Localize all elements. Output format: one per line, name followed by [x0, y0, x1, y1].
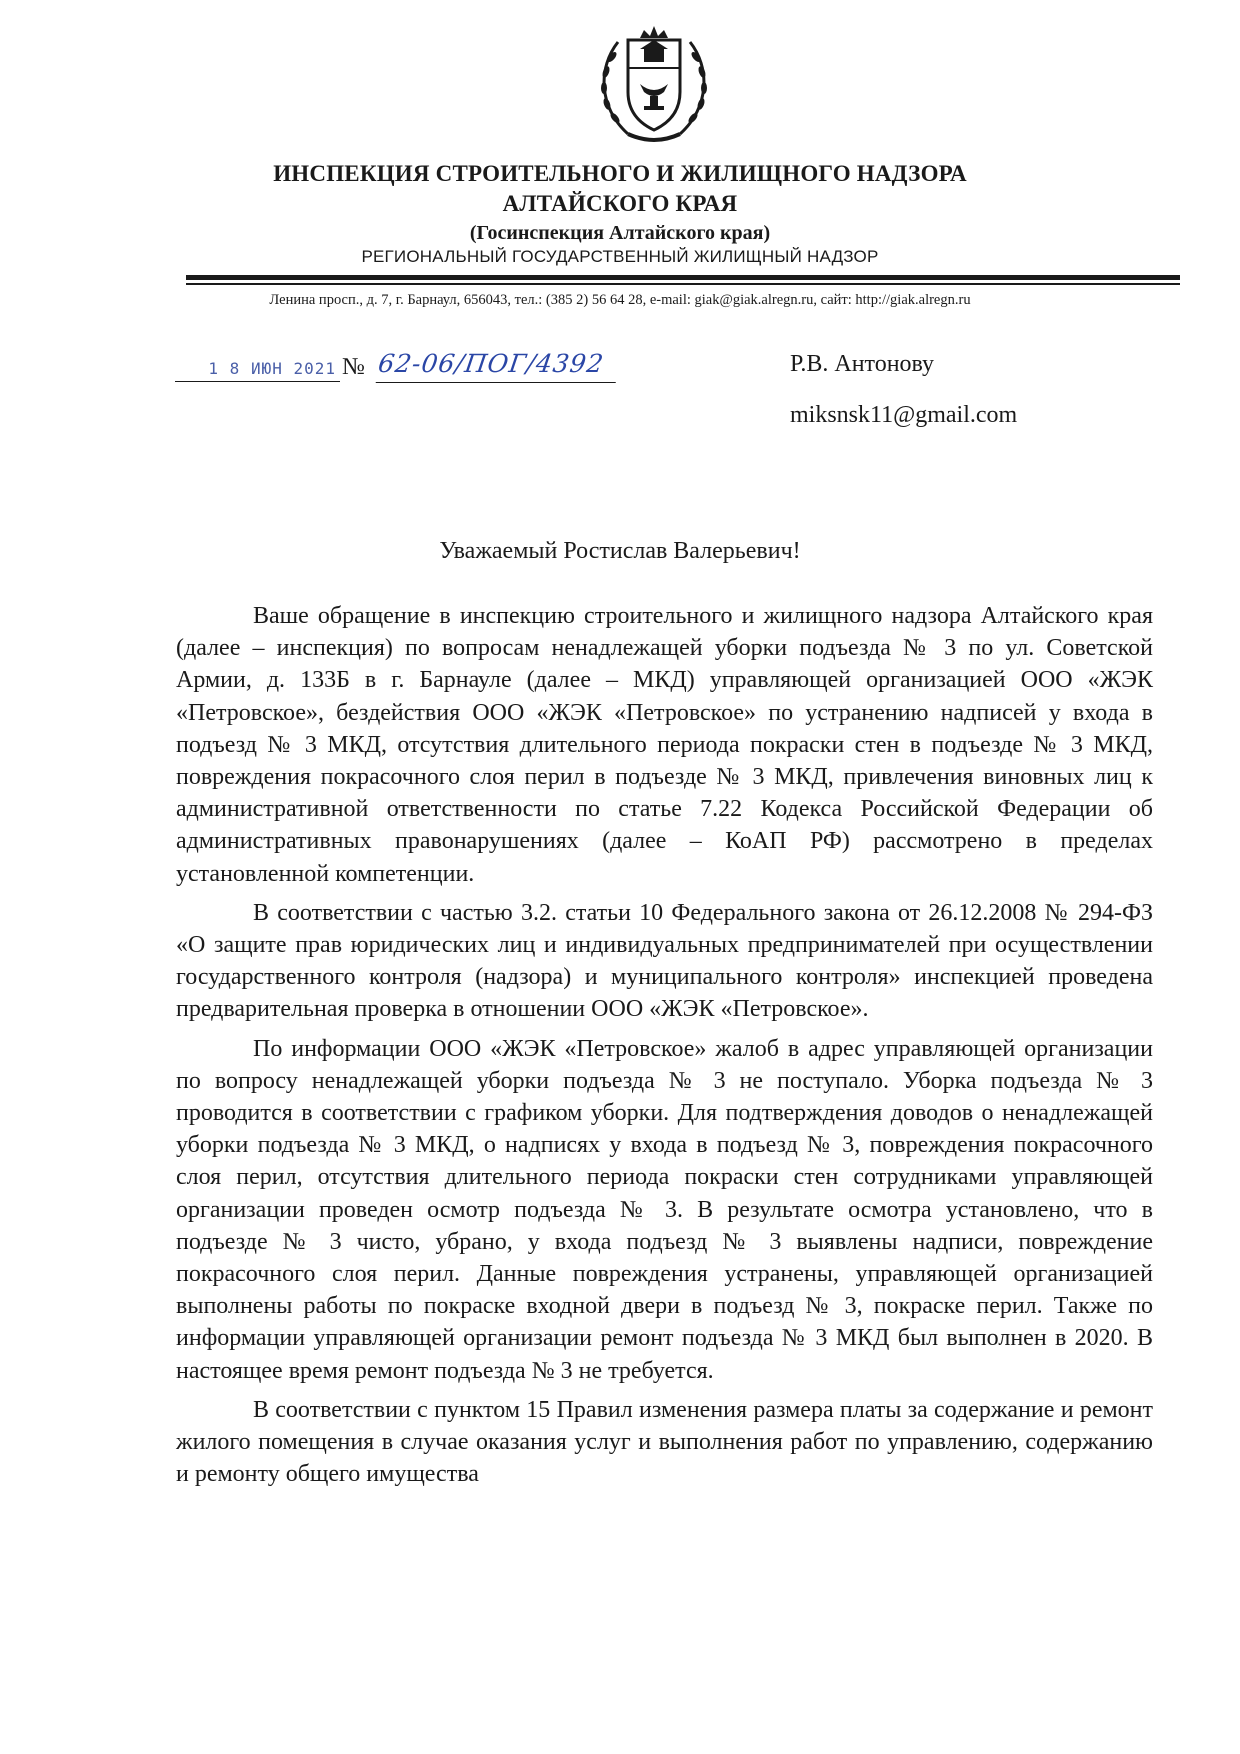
addressee-email: miksnsk11@gmail.com: [790, 402, 1018, 428]
salutation: Уважаемый Ростислав Валерьевич!: [439, 538, 801, 564]
paragraph: В соответствии с пунктом 15 Правил изменения размера платы за содержание и ремонт жилого помещения в случае оказания услуг и выполнения работ по управлению, содержанию и ремонту общего имущества: [176, 1396, 1153, 1488]
paragraph: По информации ООО «ЖЭК «Петровское» жалоб в адрес управляющей организации по вопросу ненадлежащей уборки подъезда № 3 не поступало. Уборка подъезда № 3 проводится в соответствии с графиком уборки. Для подтверждения доводов о ненадлежащей уборки подъезда № 3 МКД, о надписях у входа в подъезд № 3, повреждения покрасочного слоя перил, отсутствия длительного периода покраски стен сотрудниками управляющей организации проведен осмотр подъезда № 3. В результате осмотра установлено, что в подъезде № 3 чисто, убрано, у входа подъезд № 3 выявлены надписи, повреждение покрасочного слоя перил. Данные повреждения устранены, управляющей организацией выполнены работы по покраске входной двери в подъезд № 3, покраске перил. Также по информации управляющей организации ремонт подъезда № 3 МКД был выполнен в 2020. В настоящее время ремонт подъезда № 3 не требуется.: [176, 1035, 1153, 1384]
registration-number: 62-06/ПОГ/4392: [376, 350, 621, 383]
paragraph: Ваше обращение в инспекцию строительного и жилищного надзора Алтайского края (далее – инспекция) по вопросам ненадлежащей уборки подъезда № 3 по ул. Советской Армии, д. 133Б в г. Барнауле (далее – МКД) управляющей организацией ООО «ЖЭК «Петровское», бездействия ООО «ЖЭК «Петровское» по устранению надписей у входа в подъезд № 3 МКД, отсутствия длительного периода покраски стен в подъезде № 3 МКД, повреждения покрасочного слоя перил в подъезде № 3 МКД, привлечения виновных лиц к административной ответственности по статье 7.22 Кодекса Российской Федерации об административных правонарушениях (далее – КоАП РФ) рассмотрено в пределах установленной компетенции.: [176, 603, 1153, 887]
addressee-name: Р.В. Антонову: [790, 351, 935, 377]
supervision-title: РЕГИОНАЛЬНЫЙ ГОСУДАРСТВЕННЫЙ ЖИЛИЩНЫЙ НАДЗОР: [361, 247, 879, 266]
org-name-line2: АЛТАЙСКОГО КРАЯ: [502, 191, 738, 216]
registration-number-label: №: [342, 354, 365, 380]
registration-line: [175, 350, 635, 390]
registration-date-stamp: 1 8 ИЮН 2021: [175, 354, 340, 382]
coat-of-arms-icon: [588, 22, 720, 150]
header-rule-thick: [186, 275, 1180, 280]
org-short-name: (Госинспекция Алтайского края): [469, 222, 771, 244]
header-rule-thin: [186, 283, 1180, 285]
paragraph: В соответствии с частью 3.2. статьи 10 Федерального закона от 26.12.2008 № 294-ФЗ «О защите прав юридических лиц и индивидуальных предпринимателей при осуществлении государственного контроля (надзора) и муниципального контроля» инспекцией проведена предварительная проверка в отношении ООО «ЖЭК «Петровское».: [176, 899, 1153, 1023]
contact-line: Ленина просп., д. 7, г. Барнаул, 656043, тел.: (385 2) 56 64 28, e-mail: giak@giak.alregn.ru, сайт: http://giak.alregn.ru: [269, 292, 971, 308]
org-name-line1: ИНСПЕКЦИЯ СТРОИТЕЛЬНОГО И ЖИЛИЩНОГО НАДЗОРА: [273, 161, 967, 186]
letter-body: [176, 600, 1153, 1497]
